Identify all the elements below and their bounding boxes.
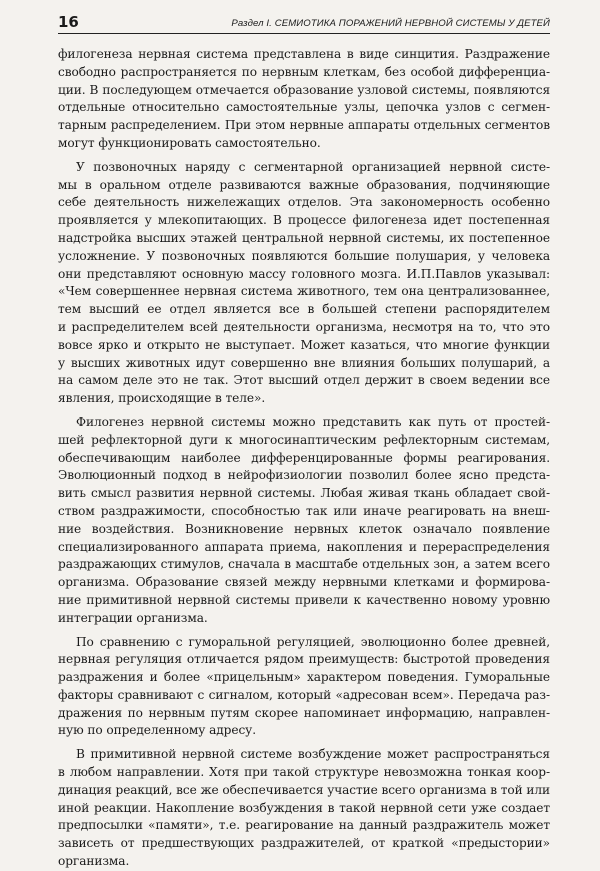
page-number: 16 — [58, 13, 79, 31]
text-line: «Чем совершеннее нервная система животного, тем она централизованнее, — [58, 284, 550, 299]
text-line: усложнение. У позвоночных появляются большие полушария, у человека — [58, 248, 550, 263]
text-line: организма. — [58, 854, 130, 869]
paragraph — [58, 46, 550, 153]
text-line: раздражения и более «прицельным» характером поведения. Гуморальные — [58, 670, 550, 685]
text-line: мы в оральном отделе развиваются важные образования, подчиняющие — [58, 177, 551, 192]
body-text — [58, 46, 550, 871]
text-line: свободно распространяется по нервным клеткам, без особой дифференциа- — [58, 64, 551, 79]
text-line: шей рефлекторной дуги к многосинаптическим рефлекторным системам, — [58, 432, 550, 447]
text-line: иной реакции. Накопление возбуждения в такой нервной сети уже создает — [58, 800, 551, 815]
page-header — [58, 10, 550, 34]
text-line: Филогенез нервной системы можно представить как путь от простей- — [76, 414, 550, 429]
text-line: дражения по нервным путям скорее напоминает информацию, направлен- — [58, 705, 551, 720]
paragraph — [58, 634, 550, 741]
text-line: ством раздражимости, способностью так или иначе реагировать на внеш- — [58, 503, 550, 518]
paragraph — [58, 746, 550, 871]
text-line: ние воздействия. Возникновение нервных клеток означало появление — [58, 521, 550, 536]
text-line: у высших животных идут совершенно вне влияния больших полушарий, а — [58, 355, 551, 370]
text-line: они представляют основную массу головного мозга. И.П.Павлов указывал: — [58, 266, 550, 281]
text-line: ние примитивной нервной системы привели к качественно новому уровню — [58, 592, 551, 607]
text-line: проявляется у млекопитающих. В процессе филогенеза идет постепенная — [58, 213, 550, 228]
text-line: могут функционировать самостоятельно. — [58, 135, 321, 150]
text-line: ную по определенному адресу. — [58, 723, 257, 738]
text-line: в любом направлении. Хотя при такой структуре невозможна тонкая коор- — [58, 765, 550, 780]
paragraph — [58, 159, 550, 408]
text-line: обеспечивающим наиболее дифференцированные формы реагирования. — [58, 450, 550, 465]
running-head: Раздел I. СЕМИОТИКА ПОРАЖЕНИЙ НЕРВНОЙ СИСТЕМЫ У ДЕТЕЙ — [231, 18, 550, 29]
text-line: вить смысл развития нервной системы. Любая живая ткань обладает свой- — [58, 486, 551, 501]
text-line: отдельные относительно самостоятельные узлы, цепочка узлов с сегмен- — [58, 100, 550, 115]
text-line: динация реакций, все же обеспечивается участие всего организма в той или — [58, 782, 551, 797]
text-line: филогенеза нервная система представлена в виде синцития. Раздражение — [58, 47, 551, 61]
text-line: явления, происходящие в теле». — [58, 391, 266, 406]
text-line: По сравнению с гуморальной регуляцией, эволюционно более древней, — [76, 634, 551, 649]
text-line: предпосылки «памяти», т.е. реагирование на данный раздражитель может — [58, 818, 551, 833]
text-line: интеграции организма. — [58, 610, 208, 625]
text-line: себе деятельность нижележащих отделов. Эта закономерность особенно — [58, 195, 550, 210]
text-line: тарным распределением. При этом нервные аппараты отдельных сегментов — [58, 118, 551, 133]
text-line: раздражающих стимулов, сначала в масштабе отдельных зон, а затем всего — [58, 557, 550, 572]
text-line: факторы сравнивают с сигналом, который «адресован всем». Передача раз- — [58, 687, 550, 702]
text-line: Эволюционный подход в нейрофизиологии позволил более ясно предста- — [58, 468, 551, 483]
text-line: нервная регуляция отличается рядом преимуществ: быстротой проведения — [58, 652, 551, 667]
text-line: В примитивной нервной системе возбуждение может распространяться — [76, 747, 550, 762]
text-line: организма. Образование связей между нервными клетками и формирова- — [58, 575, 550, 590]
text-line: У позвоночных наряду с сегментарной организацией нервной систе- — [76, 159, 550, 174]
text-line: вовсе ярко и открыто не выступает. Может казаться, что многие функции — [58, 337, 551, 352]
text-line: тем высший ее отдел является все в большей степени распорядителем — [58, 302, 551, 317]
text-line: ции. В последующем отмечается образование узловой системы, появляются — [58, 82, 551, 97]
text-line: и распределителем всей деятельности организма, несмотря на то, что это — [58, 319, 551, 334]
text-line: надстройка высших этажей центральной нервной системы, их постепенное — [58, 230, 551, 245]
text-line: зависеть от предшествующих раздражителей, от краткой «предыстории» — [58, 836, 551, 851]
text-line: специализированного аппарата приема, накопления и перераспределения — [58, 539, 550, 554]
paragraph — [58, 414, 550, 628]
text-line: на самом деле это не так. Этот высший отдел держит в своем ведении все — [58, 373, 551, 388]
